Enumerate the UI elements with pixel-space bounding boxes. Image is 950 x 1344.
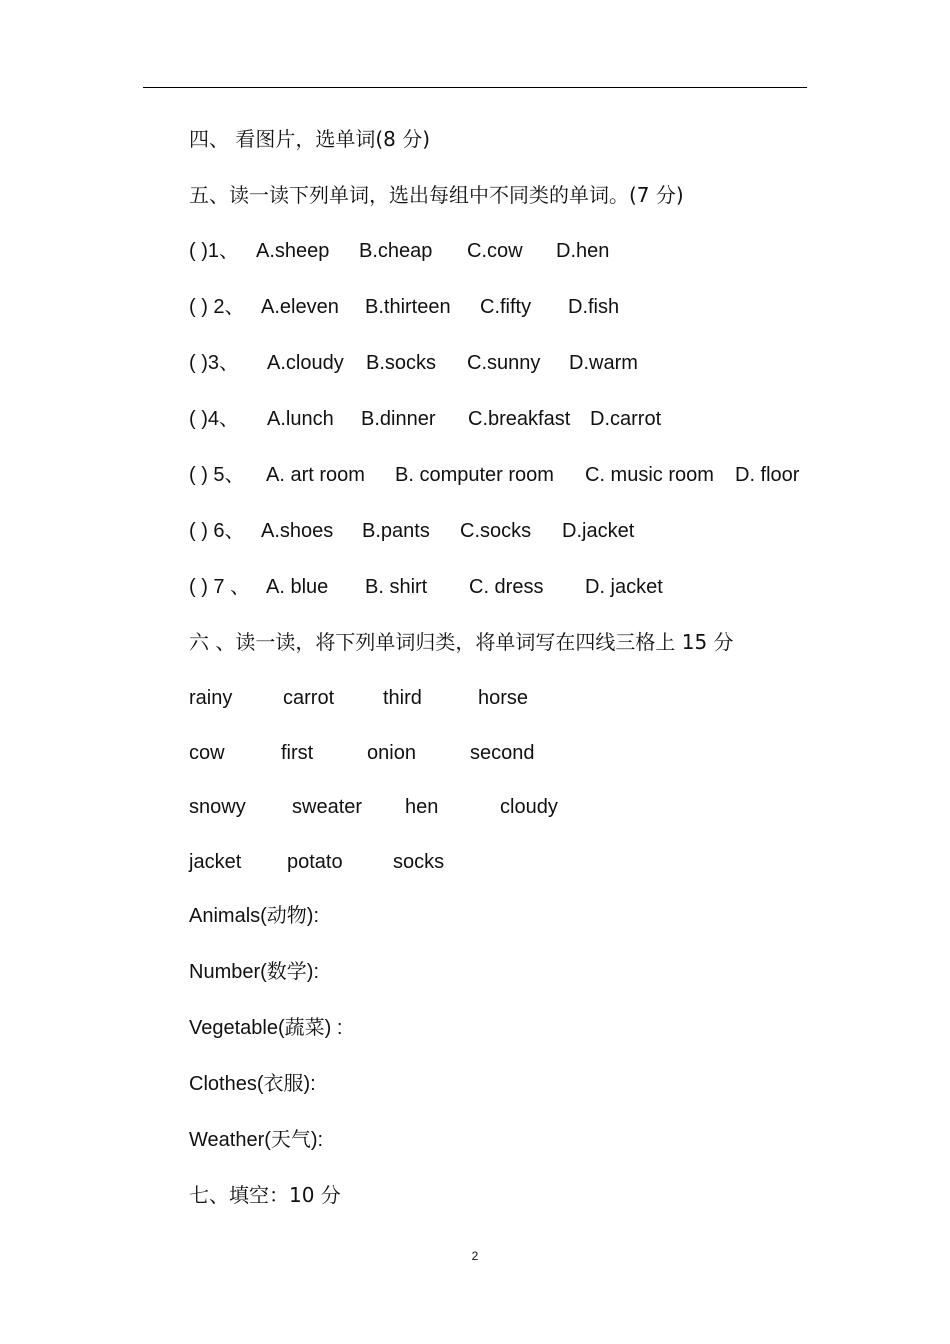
question-number: ( )1、: [189, 240, 239, 262]
question-number: ( )4、: [189, 408, 239, 430]
section-6-title: 六 、读一读，将下列单词归类，将单词写在四线三格上 15 分: [189, 630, 734, 654]
question-number: ( ) 7 、: [189, 576, 251, 598]
question-number: ( )3、: [189, 352, 239, 374]
option-c: C. music room: [585, 464, 714, 486]
word: snowy: [189, 796, 246, 818]
option-a: A. art room: [266, 464, 365, 486]
option-c: C.fifty: [480, 296, 532, 318]
word: hen: [405, 796, 439, 818]
word: potato: [287, 851, 343, 873]
category-animals: Animals(动物):: [189, 905, 320, 927]
word: socks: [393, 851, 445, 873]
option-b: B.thirteen: [365, 296, 451, 318]
page-number: 2: [471, 1249, 479, 1263]
option-d: D.warm: [569, 352, 638, 374]
option-c: C.socks: [460, 520, 532, 542]
option-d: D.fish: [568, 296, 620, 318]
header-rule: [143, 87, 807, 88]
option-b: B. shirt: [365, 576, 428, 598]
option-d: D. floor: [735, 464, 800, 486]
option-d: D.hen: [556, 240, 610, 262]
word: cloudy: [500, 796, 558, 818]
option-c: C.breakfast: [468, 408, 571, 430]
category-number: Number(数学):: [189, 961, 320, 983]
word: rainy: [189, 687, 233, 709]
option-b: B. computer room: [395, 464, 554, 486]
word: third: [383, 687, 422, 709]
option-a: A.cloudy: [267, 352, 344, 374]
option-d: D. jacket: [585, 576, 663, 598]
word: sweater: [292, 796, 363, 818]
category-clothes: Clothes(衣服):: [189, 1073, 316, 1095]
option-b: B.cheap: [359, 240, 433, 262]
word: first: [281, 742, 314, 764]
option-d: D.carrot: [590, 408, 662, 430]
option-a: A.sheep: [256, 240, 330, 262]
option-c: C.sunny: [467, 352, 541, 374]
option-d: D.jacket: [562, 520, 635, 542]
word: cow: [189, 742, 225, 764]
section-7-title: 七、填空：10 分: [189, 1183, 341, 1207]
option-b: B.socks: [366, 352, 437, 374]
question-number: ( ) 5、: [189, 464, 245, 486]
section-4-title: 四、 看图片，选单词(8 分): [189, 127, 431, 151]
option-a: A. blue: [266, 576, 329, 598]
option-b: B.pants: [362, 520, 430, 542]
word: onion: [367, 742, 416, 764]
word: carrot: [283, 687, 335, 709]
option-a: A.shoes: [261, 520, 334, 542]
option-c: C. dress: [469, 576, 544, 598]
word: jacket: [189, 851, 242, 873]
word: horse: [478, 687, 529, 709]
category-weather: Weather(天气):: [189, 1129, 324, 1151]
option-a: A.eleven: [261, 296, 339, 318]
question-number: ( ) 6、: [189, 520, 245, 542]
category-vegetable: Vegetable(蔬菜) :: [189, 1017, 343, 1039]
section-5-title: 五、读一读下列单词，选出每组中不同类的单词。(7 分): [189, 183, 684, 207]
option-b: B.dinner: [361, 408, 436, 430]
question-number: ( ) 2、: [189, 296, 245, 318]
word: second: [470, 742, 535, 764]
option-c: C.cow: [467, 240, 523, 262]
option-a: A.lunch: [267, 408, 334, 430]
